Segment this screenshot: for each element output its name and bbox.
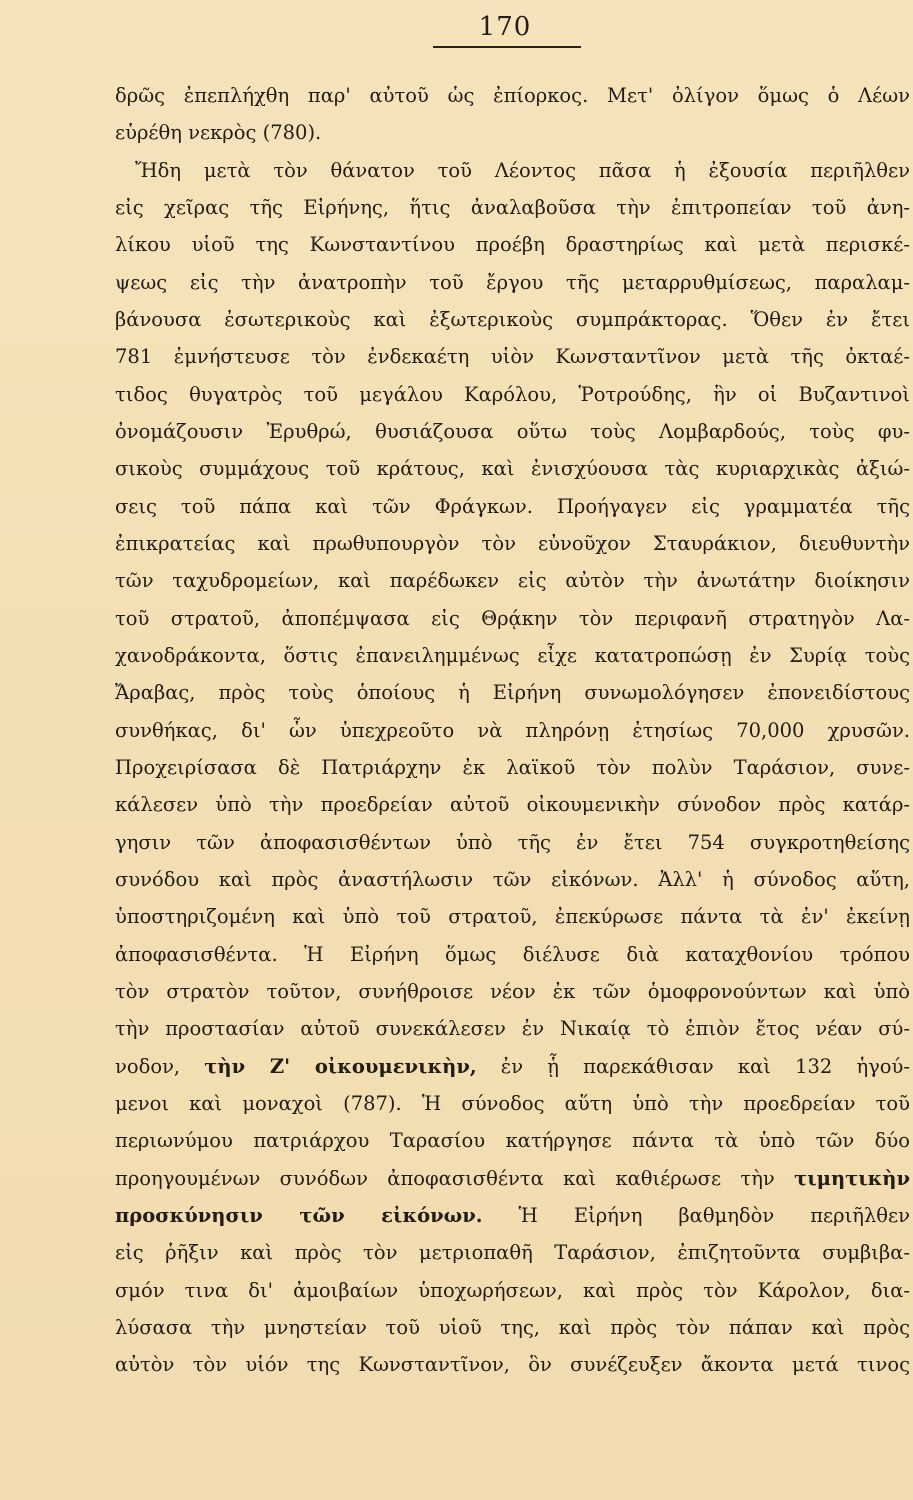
text-line: εἰς ῥῆξιν καὶ πρὸς τὸν μετριοπαθῆ Ταράσιον, ἐπιζητοῦντα συμβιβα- (115, 1241, 910, 1265)
body-text (115, 77, 910, 1383)
text-line: κάλεσεν ὑπὸ τὴν προεδρείαν αὐτοῦ οἰκουμενικὴν σύνοδον πρὸς κατάρ- (115, 793, 910, 817)
text-line: σεις τοῦ πάπα καὶ τῶν Φράγκων. Προήγαγεν εἰς γραμματέα τῆς (115, 494, 910, 518)
text-line: ἀποφασισθέντα. Ἡ Εἰρήνη ὅμως διέλυσε διὰ καταχθονίου τρόπου (115, 942, 910, 966)
header-rule (433, 46, 581, 48)
text-line: εὑρέθη νεκρὸς (780). (115, 121, 322, 145)
text-line: ψεως εἰς τὴν ἀνατροπὴν τοῦ ἔργου τῆς μεταρρυθμίσεως, παραλαμ- (115, 270, 910, 294)
text-line (115, 1160, 910, 1197)
page-number: 170 (478, 12, 532, 42)
text-line: σικοὺς συμμάχους τοῦ κράτους, καὶ ἐνισχύουσα τὰς κυριαρχικὰς ἀξιώ- (115, 457, 910, 481)
text-line: ἐπικρατείας καὶ πρωθυπουργὸν τὸν εὐνοῦχον Σταυράκιον, διευθυντὴν (115, 531, 910, 555)
text-line: συνθήκας, δι' ὧν ὑπεχρεοῦτο νὰ πληρόνῃ ἐτησίως 70,000 χρυσῶν. (115, 718, 910, 742)
text-line (115, 1197, 910, 1234)
text-line: τοῦ στρατοῦ, ἀποπέμψασα εἰς Θρᾴκην τὸν περιφανῆ στρατηγὸν Λα- (115, 606, 910, 630)
text-line: σμόν τινα δι' ἀμοιβαίων ὑποχωρήσεων, καὶ πρὸς τὸν Κάρολον, δια- (115, 1278, 910, 1302)
bold-emphasis: τιμητικὴν (794, 1166, 910, 1190)
text-span: ἐν ᾗ παρεκάθισαν καὶ 132 ἡγού- (476, 1054, 910, 1078)
text-line: αὐτὸν τὸν υἱόν της Κωνσταντῖνον, ὃν συνέζευξεν ἄκοντα μετά τινος (115, 1353, 910, 1377)
text-line: ὀνομάζουσιν Ἐρυθρώ, θυσιάζουσα οὕτω τοὺς Λομβαρδούς, τοὺς φυ- (115, 419, 910, 443)
text-line: τῶν ταχυδρομείων, καὶ παρέδωκεν εἰς αὐτὸν τὴν ἀνωτάτην διοίκησιν (115, 569, 910, 593)
text-line: λίκου υἱοῦ της Κωνσταντίνου προέβη δραστηρίως καὶ μετὰ περισκέ- (115, 233, 910, 257)
text-line: περιωνύμου πατριάρχου Ταρασίου κατήργησε πάντα τὰ ὑπὸ τῶν δύο (115, 1129, 910, 1153)
bold-emphasis: προσκύνησιν τῶν εἰκόνων. (115, 1203, 483, 1227)
text-line: τιδος θυγατρὸς τοῦ μεγάλου Καρόλου, Ῥοτρούδης, ἣν οἱ Βυζαντινοὶ (115, 382, 910, 406)
text-span: προηγουμένων συνόδων ἀποφασισθέντα καὶ καθιέρωσε τὴν (115, 1166, 795, 1190)
text-line: λύσασα τὴν μνηστείαν τοῦ υἱοῦ της, καὶ πρὸς τὸν πάπαν καὶ πρὸς (115, 1315, 910, 1339)
text-line: ὑποστηριζομένη καὶ ὑπὸ τοῦ στρατοῦ, ἐπεκύρωσε πάντα τὰ ἐν' ἐκείνῃ (115, 905, 910, 929)
text-line: τὸν στρατὸν τοῦτον, συνήθροισε νέον ἐκ τῶν ὁμοφρονούντων καὶ ὑπὸ (115, 979, 910, 1003)
text-line: βάνουσα ἐσωτερικοὺς καὶ ἐξωτερικοὺς συμπράκτορας. Ὅθεν ἐν ἔτει (115, 307, 910, 331)
text-line: γησιν τῶν ἀποφασισθέντων ὑπὸ τῆς ἐν ἔτει 754 συγκροτηθείσης (115, 830, 910, 854)
text-line: εἰς χεῖρας τῆς Εἰρήνης, ἥτις ἀναλαβοῦσα τὴν ἐπιτροπείαν τοῦ ἀνη- (115, 195, 910, 219)
text-line: τὴν προστασίαν αὐτοῦ συνεκάλεσεν ἐν Νικαίᾳ τὸ ἐπιὸν ἔτος νέαν σύ- (115, 1017, 910, 1041)
text-line: δρῶς ἐπεπλήχθη παρ' αὐτοῦ ὡς ἐπίορκος. Μετ' ὀλίγον ὅμως ὁ Λέων (115, 84, 910, 107)
text-span: Ἡ Εἰρήνη βαθμηδὸν περιῆλθεν (482, 1203, 910, 1227)
text-span: νοδον, (115, 1054, 205, 1078)
text-line: Ἄραβας, πρὸς τοὺς ὁποίους ἡ Εἰρήνη συνωμολόγησεν ἐπονειδίστους (115, 681, 910, 705)
text-line: συνόδου καὶ πρὸς ἀναστήλωσιν τῶν εἰκόνων. Ἀλλ' ἡ σύνοδος αὕτη, (115, 867, 910, 891)
text-line: Προχειρίσασα δὲ Πατριάρχην ἐκ λαϊκοῦ τὸν πολὺν Ταράσιον, συνε- (115, 755, 910, 779)
text-line: μενοι καὶ μοναχοὶ (787). Ἡ σύνοδος αὕτη ὑπὸ τὴν προεδρείαν τοῦ (115, 1091, 910, 1115)
bold-emphasis: τὴν Ζ' οἰκουμενικὴν, (204, 1054, 477, 1078)
text-line (115, 1048, 910, 1085)
text-line: 781 ἐμνήστευσε τὸν ἐνδεκαέτη υἱὸν Κωνσταντῖνον μετὰ τῆς ὀκταέ- (115, 345, 910, 369)
text-line: χανοδράκοντα, ὅστις ἐπανειλημμένως εἶχε κατατροπώσῃ ἐν Συρίᾳ τοὺς (115, 643, 910, 667)
text-line: Ἤδη μετὰ τὸν θάνατον τοῦ Λέοντος πᾶσα ἡ ἐξουσία περιῆλθεν (135, 158, 910, 182)
